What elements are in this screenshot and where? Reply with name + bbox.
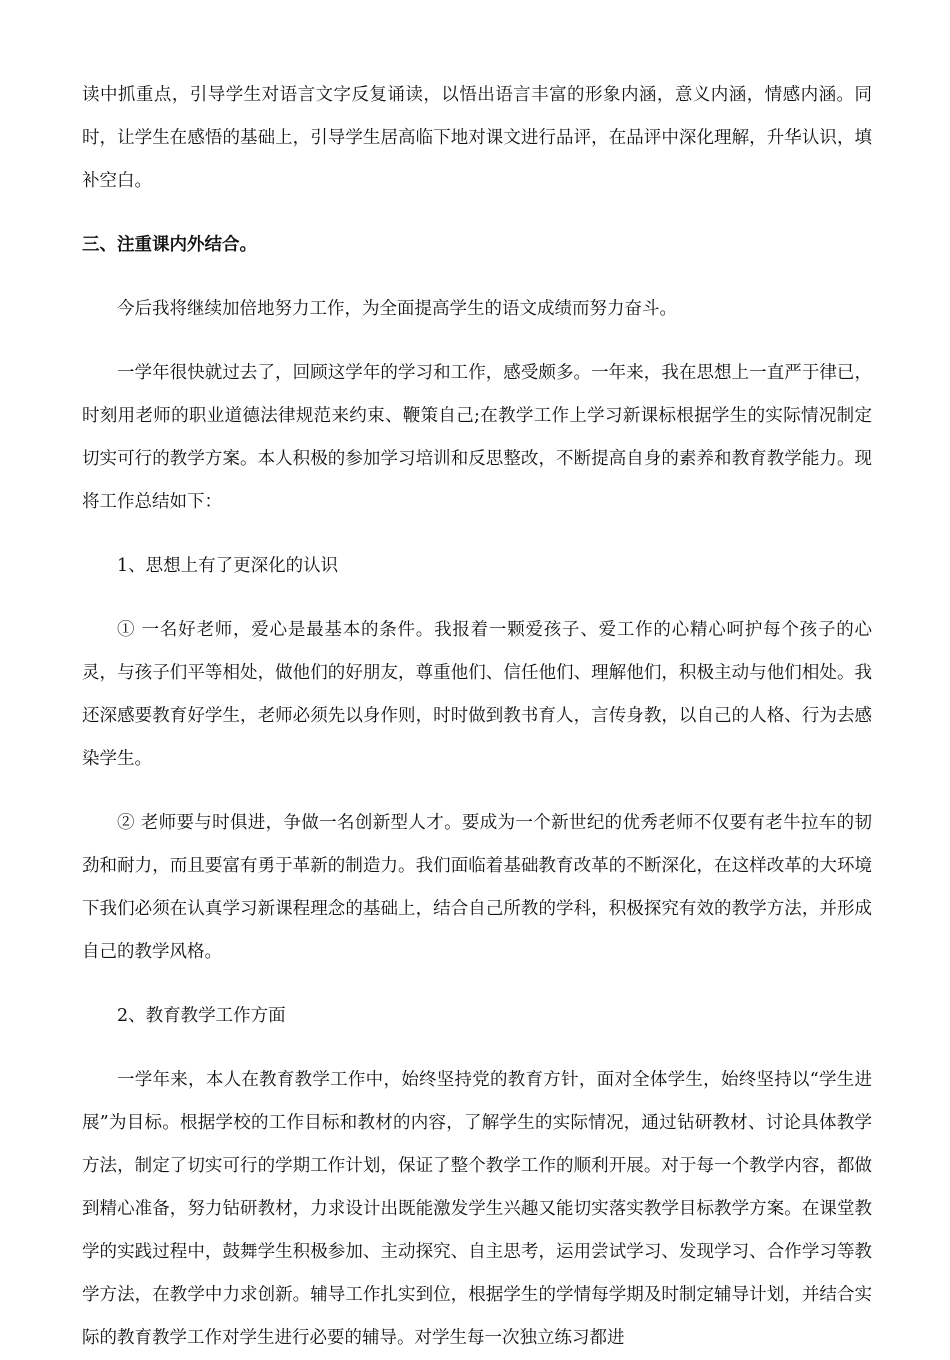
paragraph-continued: 读中抓重点，引导学生对语言文字反复诵读，以悟出语言丰富的形象内涵，意义内涵，情感内涵。同时，让学生在感悟的基础上，引导学生居高临下地对课文进行品评，在品评中深化理解，升华认识，填补空白。 [82, 85, 872, 191]
paragraph-teaching: 一学年来，本人在教育教学工作中，始终坚持党的教育方针，面对全体学生，始终坚持以“学生进展”为目标。根据学校的工作目标和教材的内容，了解学生的实际情况，通过钻研教材、讨论具体教学方法，制定了切实可行的学期工作计划，保证了整个教学工作的顺利开展。对于每一个教学内容，都做到精心准备，努力钻研教材，力求设计出既能激发学生兴趣又能切实落实教学目标教学方案。在课堂教学的实践过程中，鼓舞学生积极参加、主动探究、自主思考，运用尝试学习、发现学习、合作学习等教学方法，在教学中力求创新。辅导工作扎实到位，根据学生的学情每学期及时制定辅导计划，并结合实际的教育教学工作对学生进行必要的辅导。对学生每一次独立练习都进 [82, 1070, 872, 1348]
paragraph-intro: 一学年很快就过去了，回顾这学年的学习和工作，感受颇多。一年来，我在思想上一直严于律已，时刻用老师的职业道德法律规范来约束、鞭策自己;在教学工作上学习新课标根据学生的实际情况制定切实可行的教学方案。本人积极的参加学习培训和反思整改，不断提高自身的素养和教育教学能力。现将工作总结如下： [82, 363, 872, 512]
paragraph-point-1: ① 一名好老师，爱心是最基本的条件。我报着一颗爱孩子、爱工作的心精心呵护每个孩子的心灵，与孩子们平等相处，做他们的好朋友，尊重他们、信任他们、理解他们，积极主动与他们相处。我还深感要教育好学生，老师必须先以身作则，时时做到教书育人，言传身教，以自己的人格、行为去感染学生。 [82, 620, 872, 769]
section-heading-3: 三、注重课内外结合。 [82, 235, 257, 255]
paragraph-closing: 今后我将继续加倍地努力工作，为全面提高学生的语文成绩而努力奋斗。 [117, 299, 677, 319]
document-body [82, 74, 872, 1360]
subheading-1: 1、思想上有了更深化的认识 [117, 556, 339, 576]
paragraph-point-2: ② 老师要与时俱进，争做一名创新型人才。要成为一个新世纪的优秀老师不仅要有老牛拉车的韧劲和耐力，而且要富有勇于革新的制造力。我们面临着基础教育改革的不断深化，在这样改革的大环境下我们必须在认真学习新课程理念的基础上，结合自己所教的学科，积极探究有效的教学方法，并形成自己的教学风格。 [82, 813, 872, 962]
subheading-2: 2、教育教学工作方面 [117, 1006, 286, 1026]
